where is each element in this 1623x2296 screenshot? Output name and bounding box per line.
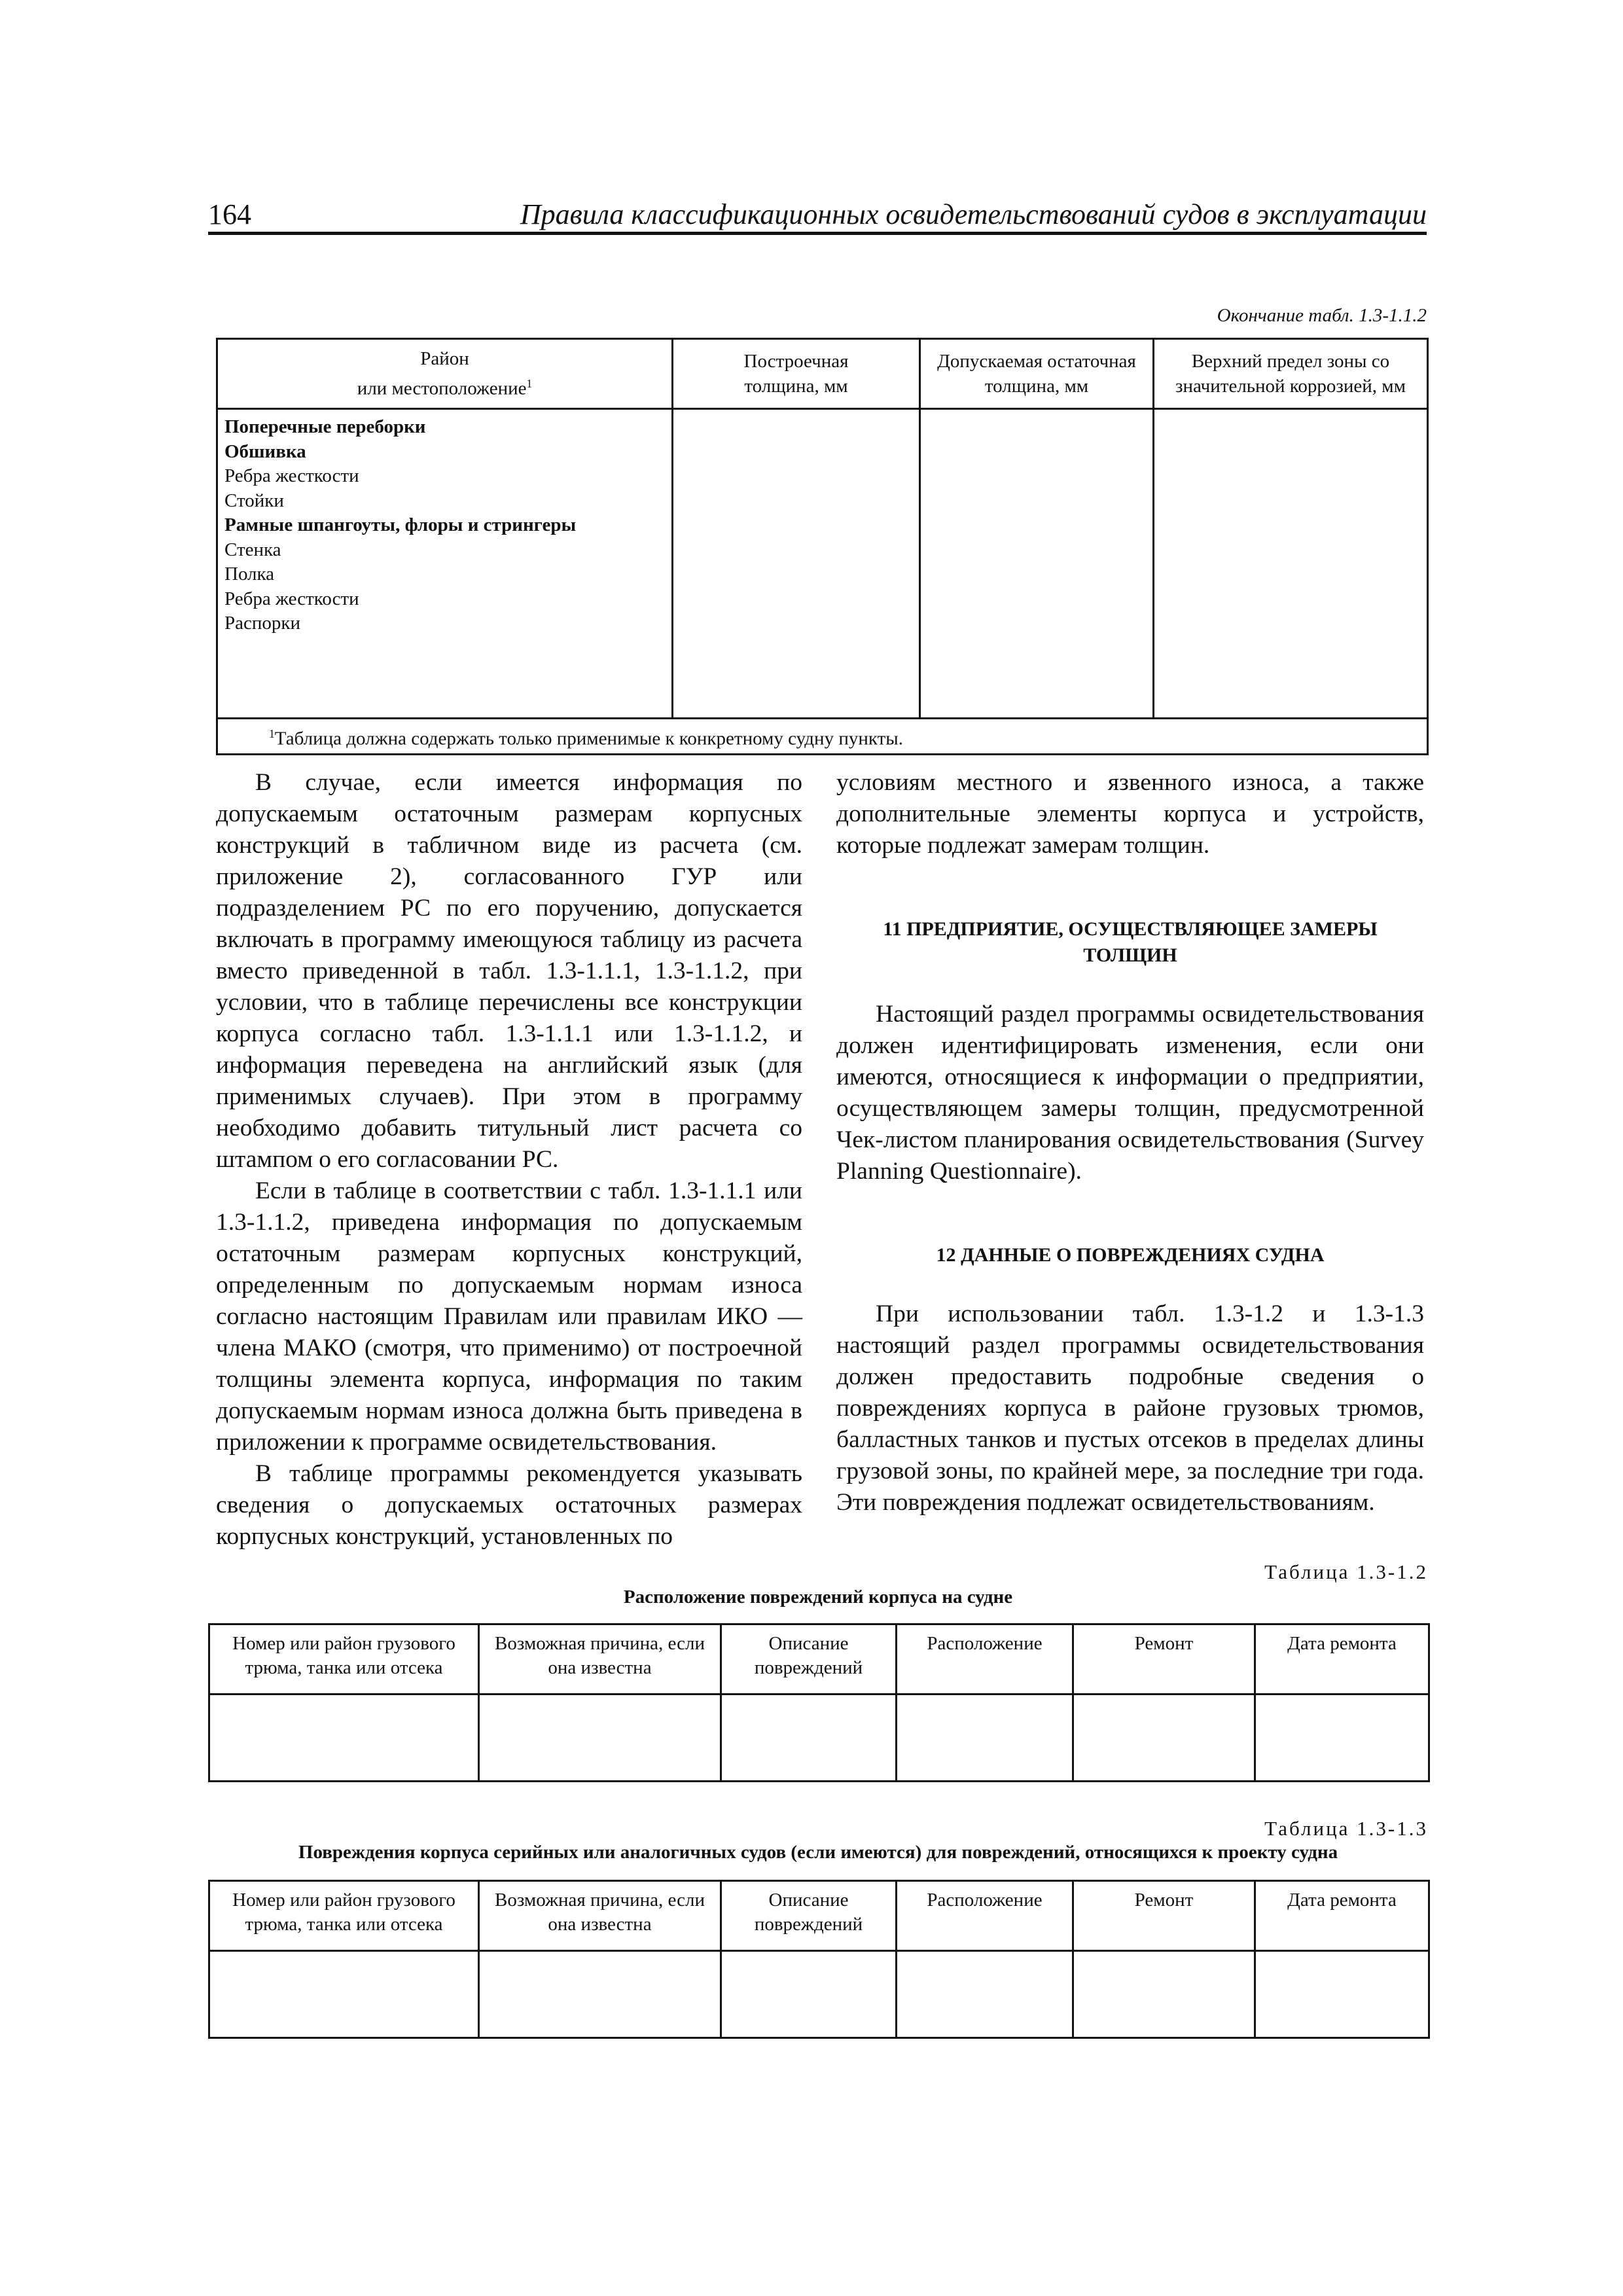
table-item: Полка <box>224 564 275 584</box>
table1-caption: Окончание табл. 1.3-1.1.2 <box>1217 305 1427 326</box>
damage-location-table <box>208 1623 1430 1782</box>
table-row <box>217 409 1428 719</box>
section-12-title: 12 ДАННЫЕ О ПОВРЕЖДЕНИЯХ СУДНА <box>936 1244 1325 1266</box>
column-header-damage-description: Описание повреждений <box>721 1624 897 1695</box>
column-header-repair-date: Дата ремонта <box>1255 1624 1429 1695</box>
table-cell <box>897 1951 1073 2038</box>
column-header-location: Расположение <box>897 1624 1073 1695</box>
header-rule <box>208 232 1427 235</box>
thickness-table <box>216 338 1429 755</box>
body-column-right <box>836 767 1424 1518</box>
table-cell <box>721 1695 897 1782</box>
table-item: Ребра жесткости <box>224 465 359 486</box>
paragraph: Настоящий раздел программы освидетельствования должен идентифицировать изменения, если они имеются, относящиеся к информации о предприятии, осуществляющем замеры толщин, предусмотренной Чек-листом планирования освидетельствования (Survey Planning Questionnaire). <box>836 1001 1424 1185</box>
table-item: Рамные шпангоуты, флоры и стрингеры <box>224 514 577 535</box>
column-header-allowable-thickness: Допускаемая остаточная толщина, мм <box>920 339 1154 409</box>
table-cell <box>1255 1695 1429 1782</box>
table-cell <box>1073 1951 1255 2038</box>
table-item: Ребра жесткости <box>224 588 359 609</box>
paragraph: В таблице программы рекомендуется указывать сведения о допускаемых остаточных размерах корпусных конструкций, установленных по <box>216 1460 802 1550</box>
column-header-possible-cause: Возможная причина, если она известна <box>479 1881 721 1951</box>
section-11-title: 11 ПРЕДПРИЯТИЕ, ОСУЩЕСТВЛЯЮЩЕЕ ЗАМЕРЫ ТОЛЩИН <box>883 918 1378 966</box>
column-header-hold-number: Номер или район грузового трюма, танка или отсека <box>209 1624 479 1695</box>
serial-ships-damage-table <box>208 1880 1430 2039</box>
table-cell <box>1073 1695 1255 1782</box>
column-header-original-thickness: Построечная толщина, мм <box>673 339 920 409</box>
paragraph: Если в таблице в соответствии с табл. 1.3-1.1.1 или 1.3-1.1.2, приведена информация по допускаемым остаточным размерам корпусных конструкций, определенным по допускаемым нормам износа согласно настоящим Правилам или правилам ИКО — члена МАКО (смотря, что применимо) от построечной толщины элемента корпуса, информация по таким допускаемым нормам износа должна быть приведена в приложении к программе освидетельствования. <box>216 1177 802 1456</box>
paragraph: В случае, если имеется информация по допускаемым остаточным размерам корпусных конструкций в табличном виде из расчета (см. приложение 2), согласованного ГУР или подразделением РС по его поручению, допускается включать в программу имеющуюся таблицу из расчета вместо приведенной в табл. 1.3-1.1.1, 1.3-1.1.2, при условии, что в таблице перечислены все конструкции корпуса согласно табл. 1.3-1.1.1 или 1.3-1.1.2, и информация переведена на английский язык (для применимых случаев). При этом в программу необходимо добавить титульный лист расчета со штампом о его согласовании РС. <box>216 769 802 1173</box>
paragraph: При использовании табл. 1.3-1.2 и 1.3-1.3 настоящий раздел программы освидетельствования должен предоставить подробные сведения о повреждениях корпуса в районе грузовых трюмов, балластных танков и пустых отсеков в пределах длины грузовой зоны, по крайней мере, за последние три года. Эти повреждения подлежат освидетельствованиям. <box>836 1300 1424 1516</box>
table-cell <box>209 1951 479 2038</box>
running-title: Правила классификационных освидетельствований судов в эксплуатации <box>520 198 1427 230</box>
table-cell <box>920 409 1154 719</box>
table-header-row <box>217 339 1428 409</box>
table-footnote: $^1$Таблица должна содержать только применимые к конкретному судну пункты. <box>217 719 1428 755</box>
table-cell <box>209 1695 479 1782</box>
table-cell <box>479 1951 721 2038</box>
column-header-repair: Ремонт <box>1073 1624 1255 1695</box>
table-header-row <box>209 1624 1429 1695</box>
table-footnote-row <box>217 719 1428 755</box>
table-cell-items <box>217 409 673 719</box>
table-item: Стенка <box>224 539 281 560</box>
table-cell <box>1154 409 1428 719</box>
table-row <box>209 1695 1429 1782</box>
table-item: Распорки <box>224 613 300 634</box>
column-header-substantial-corrosion: Верхний предел зоны со значительной коррозией, мм <box>1154 339 1428 409</box>
table-header-row <box>209 1881 1429 1951</box>
table-cell <box>721 1951 897 2038</box>
table-item: Стойки <box>224 490 284 511</box>
paragraph: условиям местного и язвенного износа, а также дополнительные элементы корпуса и устройств, которые подлежат замерам толщин. <box>836 769 1424 859</box>
table-cell <box>897 1695 1073 1782</box>
column-header-location: Район или местоположение$^1$ <box>217 339 673 409</box>
table3-number: Таблица 1.3-1.3 <box>1264 1817 1428 1840</box>
column-header-hold-number: Номер или район грузового трюма, танка или отсека <box>209 1881 479 1951</box>
table3-title: Повреждения корпуса серийных или аналогичных судов (если имеются) для повреждений, относящихся к проекту судна <box>298 1842 1338 1863</box>
column-header-repair: Ремонт <box>1073 1881 1255 1951</box>
table-item: Поперечные переборки <box>224 416 426 437</box>
table-cell <box>479 1695 721 1782</box>
page-number: 164 <box>208 198 251 230</box>
table2-title: Расположение повреждений корпуса на судне <box>623 1587 1013 1607</box>
column-header-repair-date: Дата ремонта <box>1255 1881 1429 1951</box>
column-header-possible-cause: Возможная причина, если она известна <box>479 1624 721 1695</box>
column-header-location: Расположение <box>897 1881 1073 1951</box>
table-cell <box>1255 1951 1429 2038</box>
table-cell <box>673 409 920 719</box>
body-column-left <box>216 767 802 1552</box>
table-row <box>209 1951 1429 2038</box>
table-item: Обшивка <box>224 440 306 462</box>
table2-number: Таблица 1.3-1.2 <box>1264 1560 1428 1583</box>
column-header-damage-description: Описание повреждений <box>721 1881 897 1951</box>
